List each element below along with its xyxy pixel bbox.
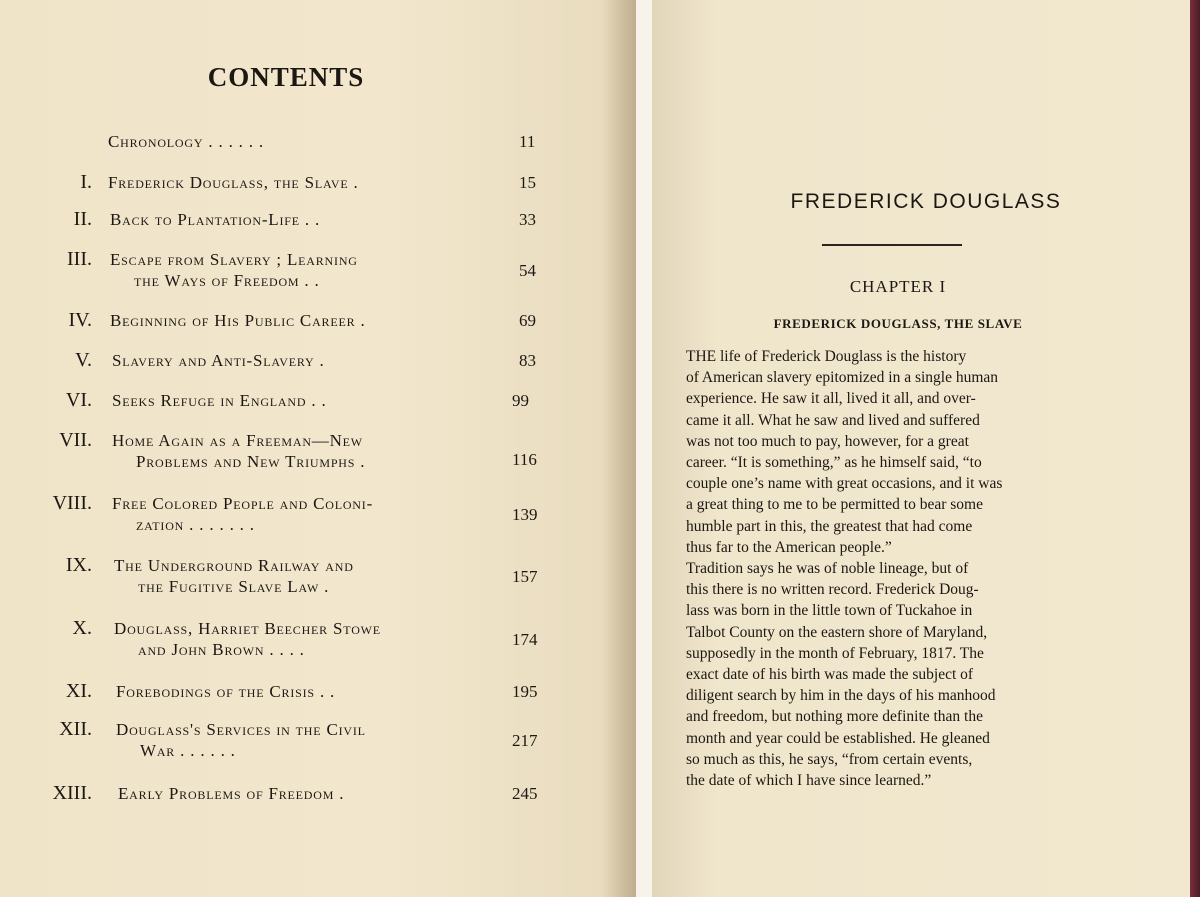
toc-chapter-number: II.: [73, 208, 92, 230]
body-text-line: career. “It is something,” as he himself said, “to: [686, 454, 982, 471]
body-text-line: lass was born in the little town of Tuckahoe in: [686, 602, 973, 620]
toc-chapter-title-line: zation . . . . . . .: [136, 515, 255, 534]
body-text-line: so much as this, he says, “from certain events,: [686, 750, 973, 768]
body-text-line: thus far to the American people.”: [686, 538, 892, 556]
toc-chapter-title-line: Seeks Refuge in England . .: [112, 391, 327, 410]
toc-chapter-title-line: Chronology . . . . . .: [108, 132, 264, 151]
chapter-heading: CHAPTER I: [849, 277, 947, 296]
toc-page-number: 69: [519, 311, 536, 330]
body-text-line: Talbot County on the eastern shore of Maryland,: [686, 623, 988, 641]
body-text-line: supposedly in the month of February, 1817. The: [686, 644, 984, 662]
toc-page-number: 54: [519, 261, 536, 280]
toc-entry: [0, 349, 636, 371]
toc-page-number: 217: [512, 731, 538, 750]
toc-chapter-title-line: Free Colored People and Coloni-: [112, 494, 374, 513]
toc-chapter-title-line: Home Again as a Freeman—New: [112, 431, 363, 450]
toc-chapter-number: XII.: [59, 718, 92, 740]
toc-page-number: 139: [512, 505, 538, 524]
body-text-line: THE life of Frederick Douglass is the history: [686, 348, 967, 365]
toc-chapter-number: VI.: [65, 389, 92, 411]
toc-page-number: 11: [519, 132, 536, 151]
body-text-line: and freedom, but nothing more definite than the: [686, 708, 983, 726]
toc-page-number: 157: [512, 567, 538, 586]
body-text-line: diligent search by him in the days of his manhood: [686, 687, 996, 705]
body-text-line: the date of which I have since learned.”: [686, 772, 932, 789]
toc-chapter-title-line: Douglass's Services in the Civil: [116, 720, 366, 739]
toc-entry: [0, 429, 636, 471]
toc-chapter-title-line: Frederick Douglass, the Slave .: [108, 173, 359, 192]
toc-chapter-number: XI.: [65, 680, 92, 702]
toc-entry: [0, 782, 636, 804]
toc-chapter-number: IX.: [65, 554, 92, 576]
toc-chapter-number: V.: [75, 349, 92, 371]
spine-shadow: [600, 0, 636, 897]
toc-page-number: 83: [519, 351, 536, 370]
chapter-page: [652, 0, 1200, 897]
toc-chapter-title-line: Douglass, Harriet Beecher Stowe: [114, 619, 381, 638]
toc-chapter-number: XIII.: [52, 782, 92, 804]
toc-chapter-title-line: Forebodings of the Crisis . .: [116, 682, 336, 701]
toc-entry: [0, 248, 636, 290]
toc-page-number: 174: [512, 630, 538, 649]
toc-chapter-number: VII.: [59, 429, 92, 451]
toc-chapter-title-line: Beginning of His Public Career .: [110, 311, 366, 330]
page-gap: [636, 0, 652, 897]
chapter-title: FREDERICK DOUGLASS, THE SLAVE: [773, 316, 1023, 331]
title-rule: [822, 244, 962, 246]
toc-chapter-number: I.: [80, 171, 92, 193]
body-text-line: a great thing to me to be permitted to bear some: [686, 496, 983, 514]
toc-page-number: 15: [519, 173, 536, 192]
toc-chapter-number: VIII.: [52, 492, 92, 514]
body-text-line: this there is no written record. Frederick Doug-: [686, 581, 979, 599]
toc-entry: [0, 718, 636, 760]
toc-page-number: 116: [512, 450, 537, 469]
toc-entry: [0, 208, 636, 230]
body-text-line: couple one’s name with great occasions, and it was: [686, 475, 1003, 493]
toc-entry: [0, 680, 636, 702]
toc-page-number: 245: [512, 784, 538, 803]
body-text-line: Tradition says he was of noble lineage, but of: [686, 560, 969, 577]
toc-chapter-title-line: War . . . . . .: [140, 741, 236, 760]
toc-chapter-title-line: Back to Plantation-Life . .: [110, 210, 321, 229]
toc-chapter-title-line: and John Brown . . . .: [138, 640, 305, 659]
toc-chapter-title-line: the Fugitive Slave Law .: [138, 577, 330, 596]
body-text-line: was not too much to pay, however, for a great: [686, 432, 969, 450]
toc-chapter-title-line: Slavery and Anti-Slavery .: [112, 351, 325, 370]
body-text-line: month and year could be established. He gleaned: [686, 729, 990, 747]
toc-chapter-title-line: The Underground Railway and: [114, 556, 354, 575]
toc-page-number: 195: [512, 682, 538, 701]
book-cover-edge: [1190, 0, 1200, 897]
toc-entry: [0, 617, 636, 659]
toc-entry: [0, 389, 636, 411]
toc-chapter-number: IV.: [68, 309, 92, 331]
toc-page-number: 99: [512, 391, 529, 410]
toc-chapter-title-line: Problems and New Triumphs .: [136, 452, 366, 471]
toc-entry: [0, 309, 636, 331]
toc-chapter-number: X.: [72, 617, 92, 639]
body-text-line: of American slavery epitomized in a single human: [686, 369, 999, 387]
body-text-line: came it all. What he saw and lived and suffered: [686, 411, 980, 429]
toc-entry: [0, 171, 636, 193]
toc-chapter-number: III.: [67, 248, 92, 270]
body-text-line: humble part in this, the greatest that had come: [686, 517, 973, 535]
toc-chapter-title-line: the Ways of Freedom . .: [134, 271, 320, 290]
toc-entry: [0, 130, 636, 151]
toc-entry: [0, 554, 636, 596]
toc-entry: [0, 492, 636, 534]
toc-chapter-title-line: Early Problems of Freedom .: [118, 784, 345, 803]
toc-chapter-title-line: Escape from Slavery ; Learning: [110, 250, 358, 269]
body-text-line: experience. He saw it all, lived it all, and over-: [686, 390, 976, 408]
contents-title: CONTENTS: [207, 62, 365, 92]
book-title: FREDERICK DOUGLASS: [790, 190, 1062, 213]
toc-page-number: 33: [519, 210, 536, 229]
body-text-line: exact date of his birth was made the subject of: [686, 666, 974, 683]
